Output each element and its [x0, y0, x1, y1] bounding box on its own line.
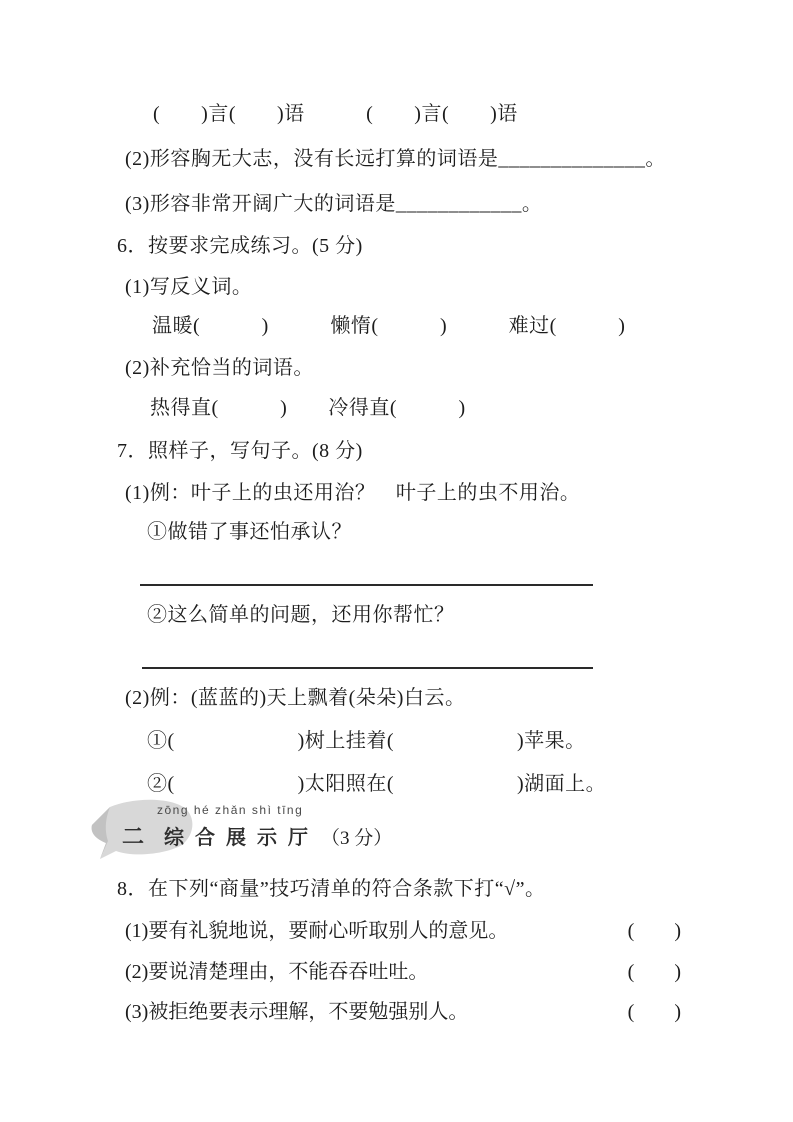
question-6-antonym-row: 温暖( ) 懒惰( ) 难过( ) [152, 315, 626, 337]
answer-blank-line-1 [140, 584, 593, 586]
question-6-sub2: (2)补充恰当的词语。 [125, 357, 314, 379]
question-8-item-1-text: (1)要有礼貌地说，要耐心听取别人的意见。 [125, 920, 509, 942]
question-7-example1: (1)例：叶子上的虫还用治？ 叶子上的虫不用治。 [125, 482, 581, 504]
question-8-item-2 [125, 959, 681, 985]
question-7-sentence1: ①做错了事还怕承认？ [147, 521, 352, 543]
section-2-pinyin: zōng hé zhǎn shì tīng [157, 803, 304, 817]
question-7-fill2: ②( )太阳照在( )湖面上。 [147, 773, 607, 795]
answer-blank-line-2 [142, 667, 593, 669]
question-6-title: 6．按要求完成练习。(5 分) [117, 235, 363, 257]
question-7-example2: (2)例：(蓝蓝的)天上飘着(朵朵)白云。 [125, 687, 466, 709]
question-8-item-1-answer-parens: ( ) [627, 920, 681, 942]
question-7-title: 7．照样子，写句子。(8 分) [117, 440, 363, 462]
section-2-score: （3 分） [321, 828, 393, 849]
word-blanks-row: ( )言( )语 ( )言( )语 [153, 103, 518, 125]
question-8-item-2-answer-parens: ( ) [627, 961, 681, 983]
section-2-title: 综合展示厅 [164, 827, 320, 849]
section-2-header [122, 820, 392, 851]
question-6-fill-row: 热得直( ) 冷得直( ) [150, 397, 466, 419]
question-8-title: 8．在下列“商量”技巧清单的符合条款下打“√”。 [117, 878, 546, 900]
question-8-item-3-text: (3)被拒绝要表示理解，不要勉强别人。 [125, 1001, 469, 1023]
question-7-fill1: ①( )树上挂着( )苹果。 [147, 730, 586, 752]
question-8-item-3-answer-parens: ( ) [627, 1001, 681, 1023]
section-2-number: 二 [122, 824, 145, 849]
word-question-2: (2)形容胸无大志，没有长远打算的词语是______________。 [125, 148, 666, 170]
question-8-item-1 [125, 918, 681, 944]
question-7-sentence2: ②这么简单的问题，还用你帮忙？ [147, 604, 455, 626]
word-question-3: (3)形容非常开阔广大的词语是____________。 [125, 193, 543, 215]
question-6-sub1: (1)写反义词。 [125, 276, 253, 298]
question-8-item-3 [125, 999, 681, 1025]
question-8-item-2-text: (2)要说清楚理由，不能吞吞吐吐。 [125, 961, 429, 983]
